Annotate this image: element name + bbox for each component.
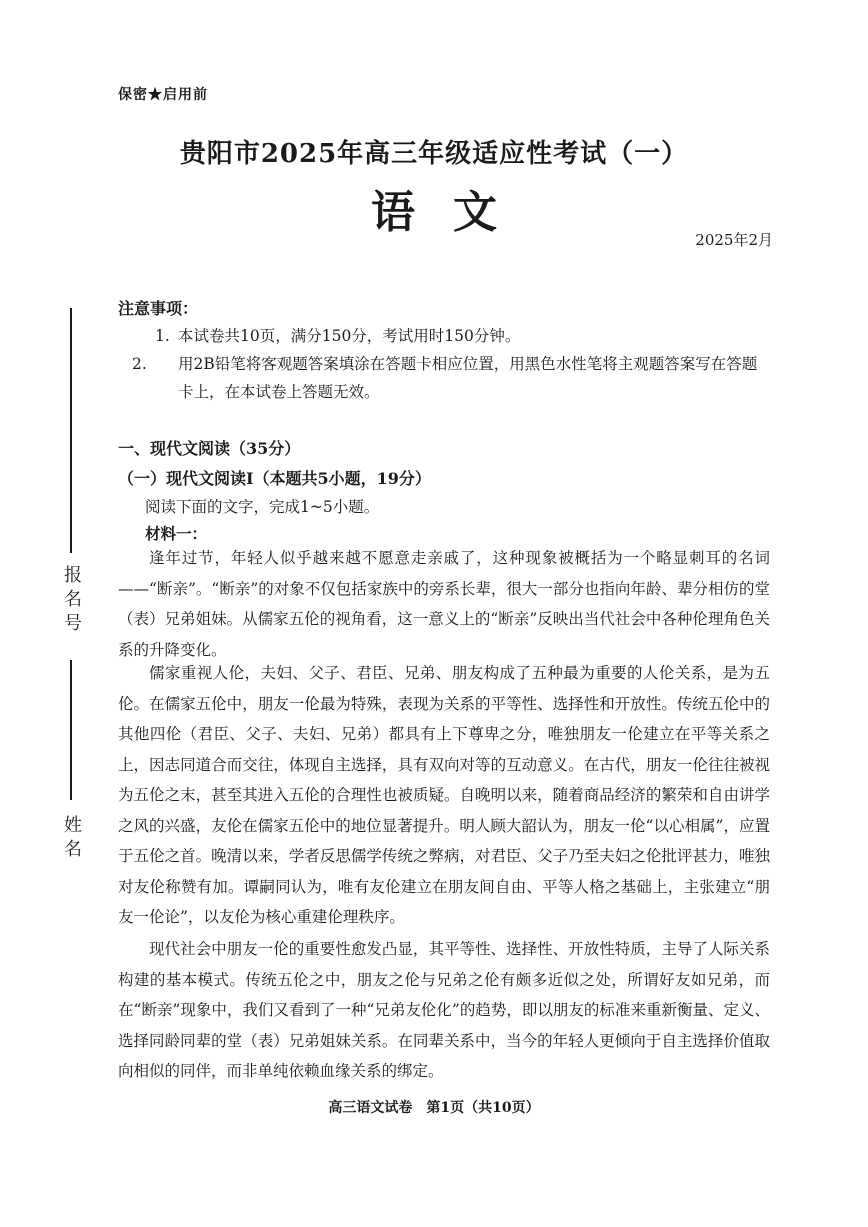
confidential-mark: 保密★启用前 [118,87,208,103]
material-label: 材料一： [145,524,208,543]
notice-item-text: 本试卷共10页，满分150分，考试用时150分钟。 [178,327,521,345]
paragraph: 现代社会中朋友一伦的重要性愈发凸显，其平等性、选择性、开放性特质，主导了人际关系构建的基本模式。传统五伦之中，朋友之伦与兄弟之伦有颇多近似之处，所谓好友如兄弟，而在“断亲”现象中，我们又看到了一种“兄弟友伦化”的趋势，即以朋友的标准来重新衡量、定义、选择同龄同辈的堂（表）兄弟姐妹关系。在同辈关系中，当今的年轻人更倾向于自主选择价值取向相似的同伴，而非单纯依赖血缘关系的绑定。 [118,940,770,1080]
notice-item [132,350,770,406]
exam-number-blank-line [70,308,72,553]
exam-date: 2025年2月 [695,231,773,249]
subject-text: 语文 [371,187,535,238]
exam-number-label: 报名号 [61,565,82,637]
exam-number-underline [70,660,72,800]
section-heading: 一、现代文阅读（35分） [118,439,301,458]
paragraph: 儒家重视人伦，夫妇、父子、君臣、兄弟、朋友构成了五种最为重要的人伦关系，是为五伦。在儒家五伦中，朋友一伦最为特殊，表现为关系的平等性、选择性和开放性。传统五伦中的其他四伦（君臣、父子、夫妇、兄弟）都具有上下尊卑之分，唯独朋友一伦建立在平等关系之上，因志同道合而交往，体现自主选择，具有双向对等的互动意义。在古代，朋友一伦往往被视为五伦之末，甚至其进入五伦的合理性也被质疑。自晚明以来，随着商品经济的繁荣和自由讲学之风的兴盛，友伦在儒家五伦中的地位显著提升。明人顾大韶认为，朋友一伦“以心相属”，应置于五伦之首。晚清以来，学者反思儒学传统之弊病，对君臣、父子乃至夫妇之伦批评甚力，唯独对友伦称赞有加。谭嗣同认为，唯有友伦建立在朋友间自由、平等人格之基础上，主张建立“朋友一伦论”，以友伦为核心重建伦理秩序。 [118,664,770,926]
subsection-heading: （一）现代文阅读Ⅰ（本题共5小题，19分） [118,469,431,488]
paragraph: 逢年过节，年轻人似乎越来越不愿意走亲戚了，这种现象被概括为一个略显刺耳的名词——“断亲”。“断亲”的对象不仅包括家族中的旁系长辈，很大一部分也指向年龄、辈分相仿的堂（表）兄弟姐妹。从儒家五伦的视角看，这一意义上的“断亲”反映出当代社会中各种伦理角色关系的升降变化。 [118,549,770,659]
exam-title: 贵阳市2025年高三年级适应性考试（一） [179,139,689,169]
page-footer: 高三语文试卷 第1页（共10页） [328,1100,540,1116]
notice-item-number: 1. [155,327,170,345]
notice-item-text: 用2B铅笔将客观题答案填涂在答题卡相应位置，用黑色水性笔将主观题答案写在答题卡上，在本试卷上答题无效。 [178,355,758,401]
reading-instruction: 阅读下面的文字，完成1~5小题。 [145,498,380,516]
notice-heading: 注意事项： [118,299,199,318]
notice-item-number: 2. [132,355,147,373]
name-label: 姓名 [61,815,82,863]
notice-item [155,322,770,350]
